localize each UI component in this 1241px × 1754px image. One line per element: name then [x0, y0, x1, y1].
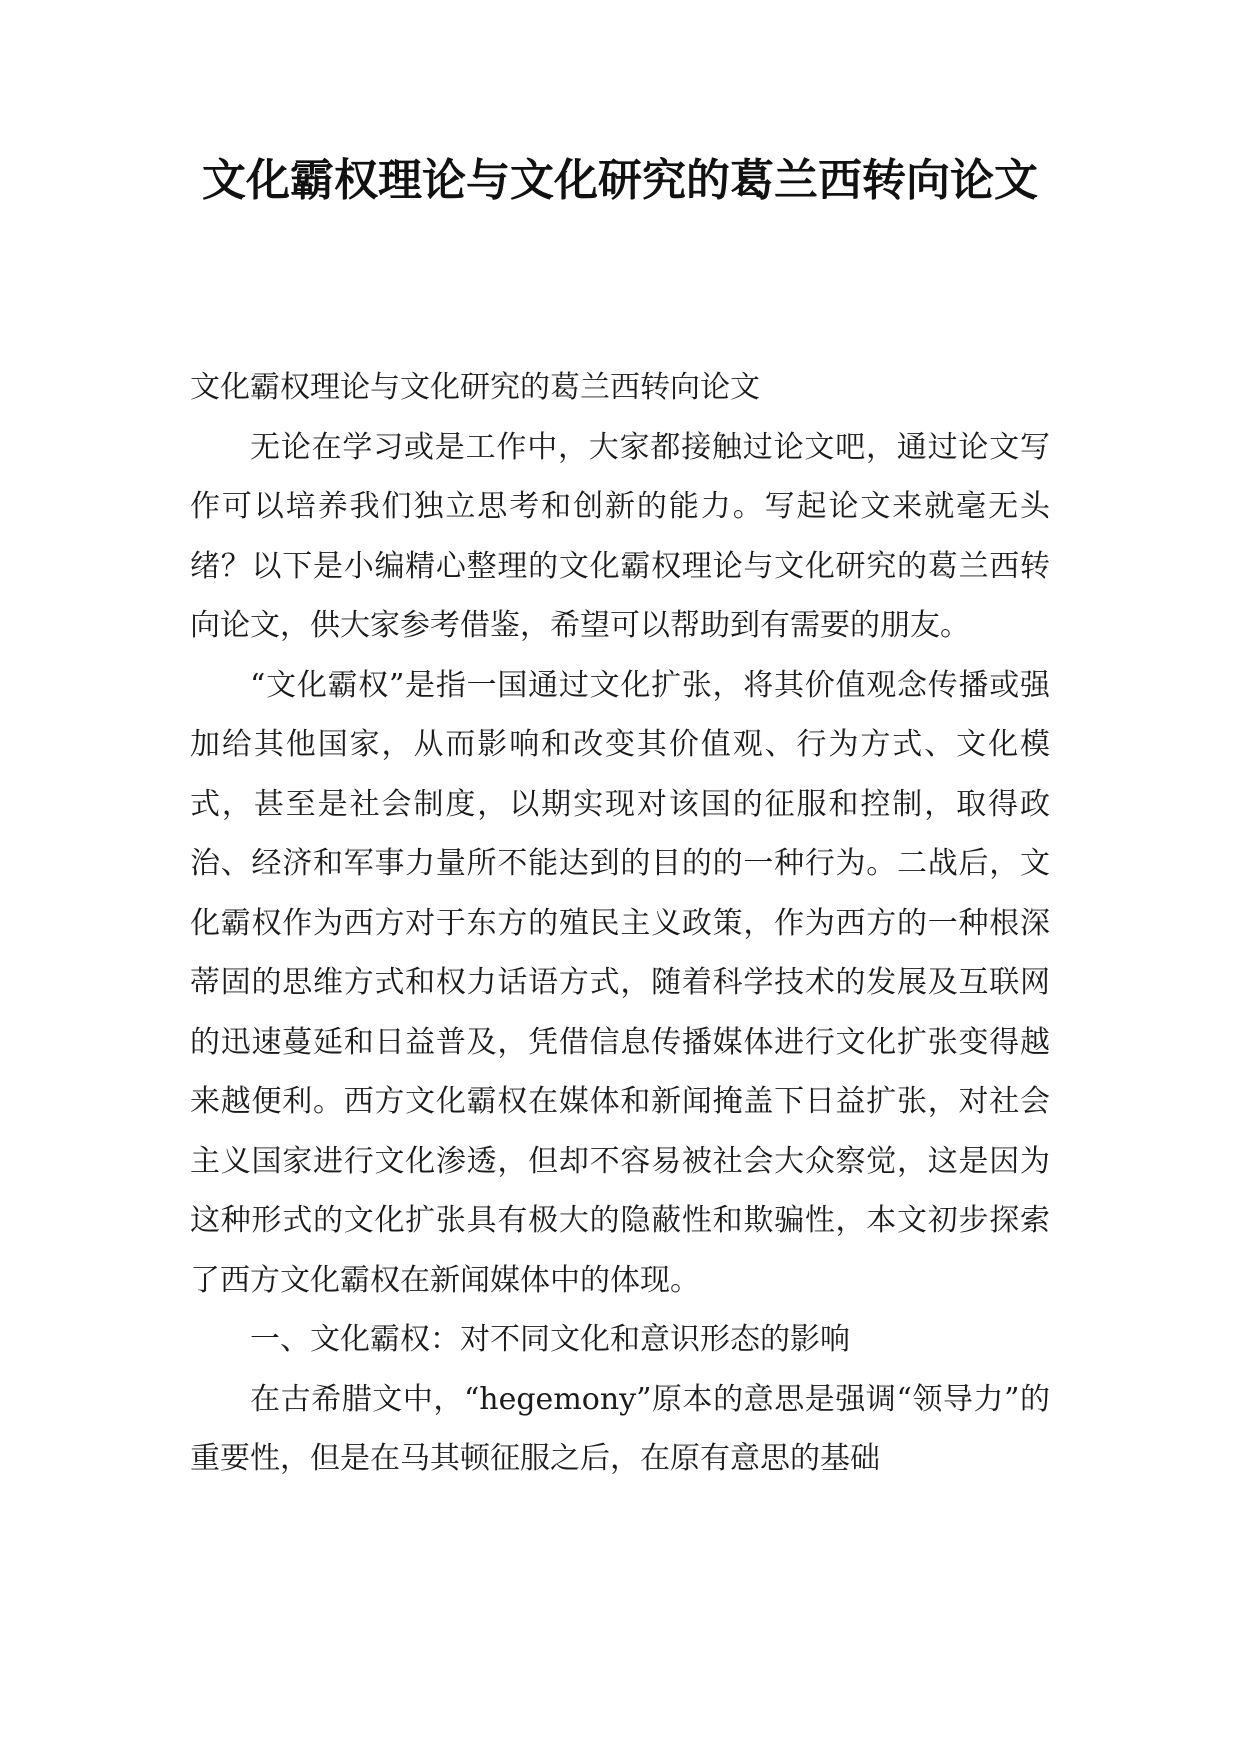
section-heading-1: 一、文化霸权：对不同文化和意识形态的影响 [250, 1322, 850, 1357]
paragraph-definition: “文化霸权”是指一国通过文化扩张，将其价值观念传播或强加给其他国家，从而影响和改变其价值观、行为方式、文化模式，甚至是社会制度，以期实现对该国的征服和控制，取得政治、经济和军事力量所不能达到的目的的一种行为。二战后，文化霸权作为西方对于东方的殖民主义政策，作为西方的一种根深蒂固的思维方式和权力话语方式，随着科学技术的发展及互联网的迅速蔓延和日益普及，凭借信息传播媒体进行文化扩张变得越来越便利。西方文化霸权在媒体和新闻掩盖下日益扩张，对社会主义国家进行文化渗透，但却不容易被社会大众察觉，这是因为这种形式的文化扩张具有极大的隐蔽性和欺骗性，本文初步探索了西方文化霸权在新闻媒体中的体现。 [190, 667, 1050, 1298]
document-body [190, 358, 1050, 1489]
document-subtitle: 文化霸权理论与文化研究的葛兰西转向论文 [190, 370, 760, 405]
paragraph-intro: 无论在学习或是工作中，大家都接触过论文吧，通过论文写作可以培养我们独立思考和创新的能力。写起论文来就毫无头绪？以下是小编精心整理的文化霸权理论与文化研究的葛兰西转向论文，供大家参考借鉴，希望可以帮助到有需要的朋友。 [190, 429, 1050, 643]
document-title: 文化霸权理论与文化研究的葛兰西转向论文 [202, 155, 1038, 206]
paragraph-hegemony-origin: 在古希腊文中，“hegemony”原本的意思是强调“领导力”的重要性，但是在马其顿征服之后，在原有意思的基础 [190, 1381, 1050, 1476]
